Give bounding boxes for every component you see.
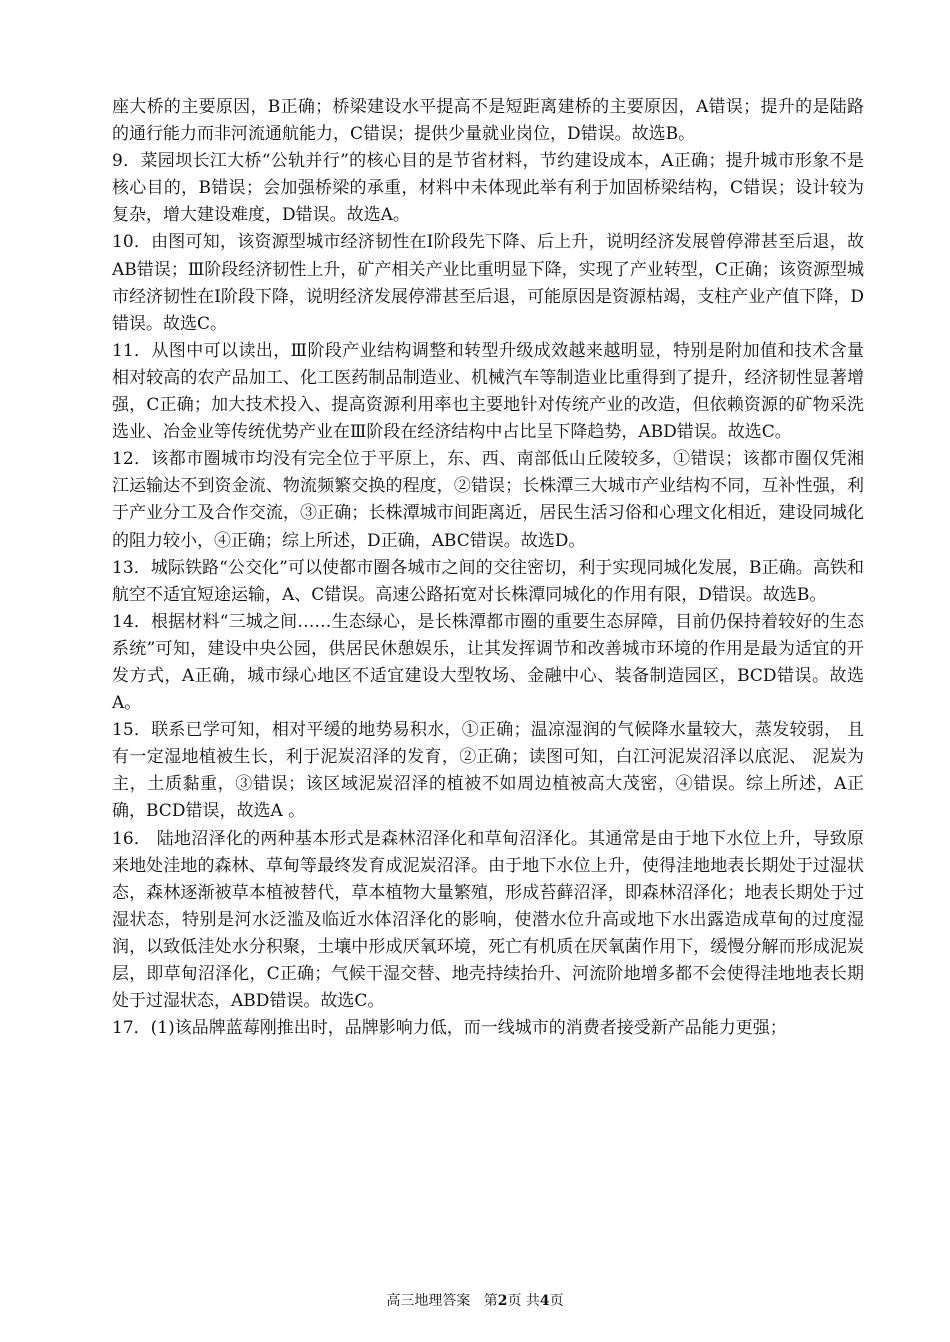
answer-paragraph: 14．根据材料“三城之间……生态绿心，是长株潭都市圈的重要生态屏障，目前仍保持着较好的生态系统”可知，建设中央公园，供居民休憩娱乐，让其发挥调节和改善城市环境的作用是最为适宜的开发方式，A正确，城市绿心地区不适宜建设大型牧场、金融中心、装备制造园区，BCD错误。故选A。 bbox=[112, 611, 864, 714]
answer-paragraph: 16． 陆地沼泽化的两种基本形式是森林沼泽化和草甸沼泽化。其通常是由于地下水位上升，导致原来地处洼地的森林、草甸等最终发育成泥炭沼泽。由于地下水位上升，使得洼地地表长期处于过湿状态，森林逐渐被草本植被替代，草本植物大量繁殖，形成苔藓沼泽，即森林沼泽化；地表长期处于过湿状态，特别是河水泛滥及临近水体沼泽化的影响，使潜水位升高或地下水出露造成草甸的过度湿润，以致低洼处水分积聚，土壤中形成厌氧环境，死亡有机质在厌氧菌作用下，缓慢分解而形成泥炭层，即草甸沼泽化，C正确；气候干湿交替、地壳持续抬升、河流阶地增多都不会使得洼地地表长期处于过湿状态，ABD错误。故选C。 bbox=[112, 828, 864, 1012]
answer-paragraph: 座大桥的主要原因，B正确；桥梁建设水平提高不是短距离建桥的主要原因，A错误；提升的是陆路的通行能力而非河流通航能力，C错误；提供少量就业岗位，D错误。故选B。 bbox=[112, 97, 864, 145]
answer-paragraph: 9．菜园坝长江大桥“公轨并行”的核心目的是节省材料，节约建设成本，A正确；提升城市形象不是核心目的，B错误；会加强桥梁的承重，材料中未体现此举有利于加固桥梁结构，C错误；设计较为复杂，增大建设难度，D错误。故选A。 bbox=[112, 151, 864, 226]
footer-page-number: 2 bbox=[497, 1293, 508, 1309]
answer-paragraph: 10．由图可知，该资源型城市经济韧性在Ⅰ阶段先下降、后上升，说明经济发展曾停滞甚至后退，故AB错误；Ⅲ阶段经济韧性上升，矿产相关产业比重明显下降，实现了产业转型，C正确；该资源型城市经济韧性在Ⅰ阶段下降，说明经济发展停滞甚至后退，可能原因是资源枯竭，支柱产业产值下降，D错误。故选C。 bbox=[112, 232, 864, 334]
answer-paragraph: 13．城际铁路“公交化”可以使都市圈各城市之间的交往密切，利于实现同城化发展，B正确。高铁和航空不适宜短途运输，A、C错误。高速公路拓宽对长株潭同城化的作用有限，D错误。故选B。 bbox=[112, 557, 864, 605]
answer-paragraph: 12．该都市圈城市均没有完全位于平原上，东、西、南部低山丘陵较多，①错误；该都市圈仅凭湘江运输达不到资金流、物流频繁交换的程度，②错误；长株潭三大城市产业结构不同，互补性强，利于产业分工及合作交流，③正确；长株潭城市间距离近，居民生活习俗和心理文化相近，建设同城化的阻力较小，④正确；综上所述，D正确，ABC错误。故选D。 bbox=[112, 449, 864, 551]
answer-paragraph: 15．联系已学可知，相对平缓的地势易积水，①正确；温凉湿润的气候降水量较大，蒸发较弱， 且有一定湿地植被生长，利于泥炭沼泽的发育，②正确；读图可知，白江河泥炭沼泽以底泥、 泥炭为主，土质黏重，③错误；该区域泥炭沼泽的植被不如周边植被高大茂密，④错误。综上所述，A正确，BCD错误，故选A 。 bbox=[112, 720, 864, 822]
footer-page-suffix: 页 bbox=[549, 1293, 564, 1309]
answer-text-body bbox=[112, 94, 864, 1042]
answer-paragraph: 17．(1)该品牌蓝莓刚推出时，品牌影响力低，而一线城市的消费者接受新产品能力更强； bbox=[112, 1018, 787, 1039]
page-footer bbox=[0, 1292, 950, 1310]
answer-paragraph: 11．从图中可以读出，Ⅲ阶段产业结构调整和转型升级成效越来越明显，特别是附加值和技术含量相对较高的农产品加工、化工医药制品制造业、机械汽车等制造业比重得到了提升，经济韧性显著增强，C正确；加大技术投入、提高资源利用率也主要地针对传统产业的改造，但依赖资源的矿物采洗选业、冶金业等传统优势产业在Ⅲ阶段在经济结构中占比呈下降趋势，ABD错误。故选C。 bbox=[112, 340, 864, 443]
footer-page-total: 4 bbox=[539, 1293, 550, 1309]
footer-page-mid: 页 共 bbox=[507, 1293, 540, 1309]
footer-page-prefix: 第 bbox=[483, 1293, 498, 1309]
footer-doc-title: 高三地理答案 bbox=[386, 1293, 471, 1309]
